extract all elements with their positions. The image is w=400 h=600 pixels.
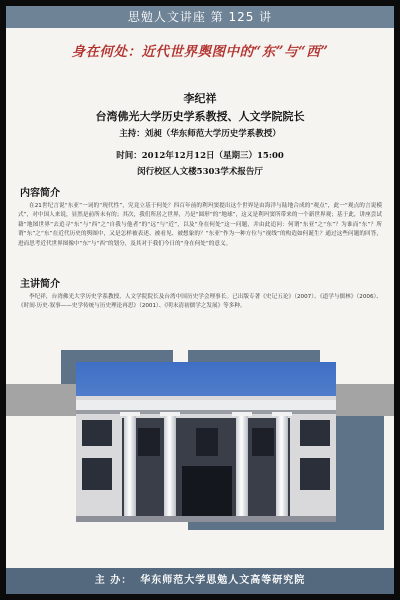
sponsor-line [6,568,394,594]
bio-text: 李纪祥，台湾佛光大学历史学系教授、人文学院院长及台湾中国历史学会理事长。已出版专著《史记五论》（2007）、《道学与儒林》（2006）、《时间·历史·叙事——史学传统与历史理论再思》（2001）、《明末清初儒学之发展》等多种。 [18,294,382,310]
speaker-name: 李纪祥 [183,92,217,105]
place-line: 闵行校区人文楼5303学术报告厅 [137,167,263,177]
series-title: 思勉人文讲座 第 125 讲 [127,10,273,24]
time-line: 时间：2012年12月12日（星期三）15:00 [116,151,284,161]
speaker-title: 台湾佛光大学历史学系教授、人文学院院长 [95,110,305,123]
building-photo [76,362,336,522]
footer-bar [6,568,394,594]
intro-heading: 内容简介 [20,188,60,199]
poster [6,6,394,594]
sponsor-name: 华东师范大学思勉人文高等研究院 [140,575,306,586]
lecture-title: 身在何处：近代世界舆图中的“东”与“西” [71,44,329,60]
sponsor-label: 主 办： [94,575,133,586]
header-bar [6,6,394,28]
bio-heading: 主讲简介 [20,279,60,290]
intro-text: 在21世纪言说“东亚”一词的“现代性”，究竟立基于何处？四百年前的利玛窦提出这个世界是由海洋与陆地合成的“观点”，此一“观点的言说模式”，对中国人来说，显然是前所未有的；其次，我们所居之世界，乃是“圆形”的“地球”，这又是利玛窦所带来的一个新世界观；基于此，讲座尝试藉“地图世界”去追寻“东”与“西”之“自我与他者”的“远”与“近”，以及“身在何处”这一问题，并由此追问：何谓“东亚”之“东”？为谁而“东”？所谓“东”之“东”在近代历史的舆图中，又是怎样被表述、被看见、被想象的？“东亚”作为一种方位与“视线”的构造如何诞生？通过这些问题的回答，进而思考近代世界图像中“东”与“西”的划分，及其对于我们今日的“身在何处”的意义。 [18,203,382,247]
host-line: 主持：刘昶（华东师范大学历史学系教授） [119,129,281,139]
